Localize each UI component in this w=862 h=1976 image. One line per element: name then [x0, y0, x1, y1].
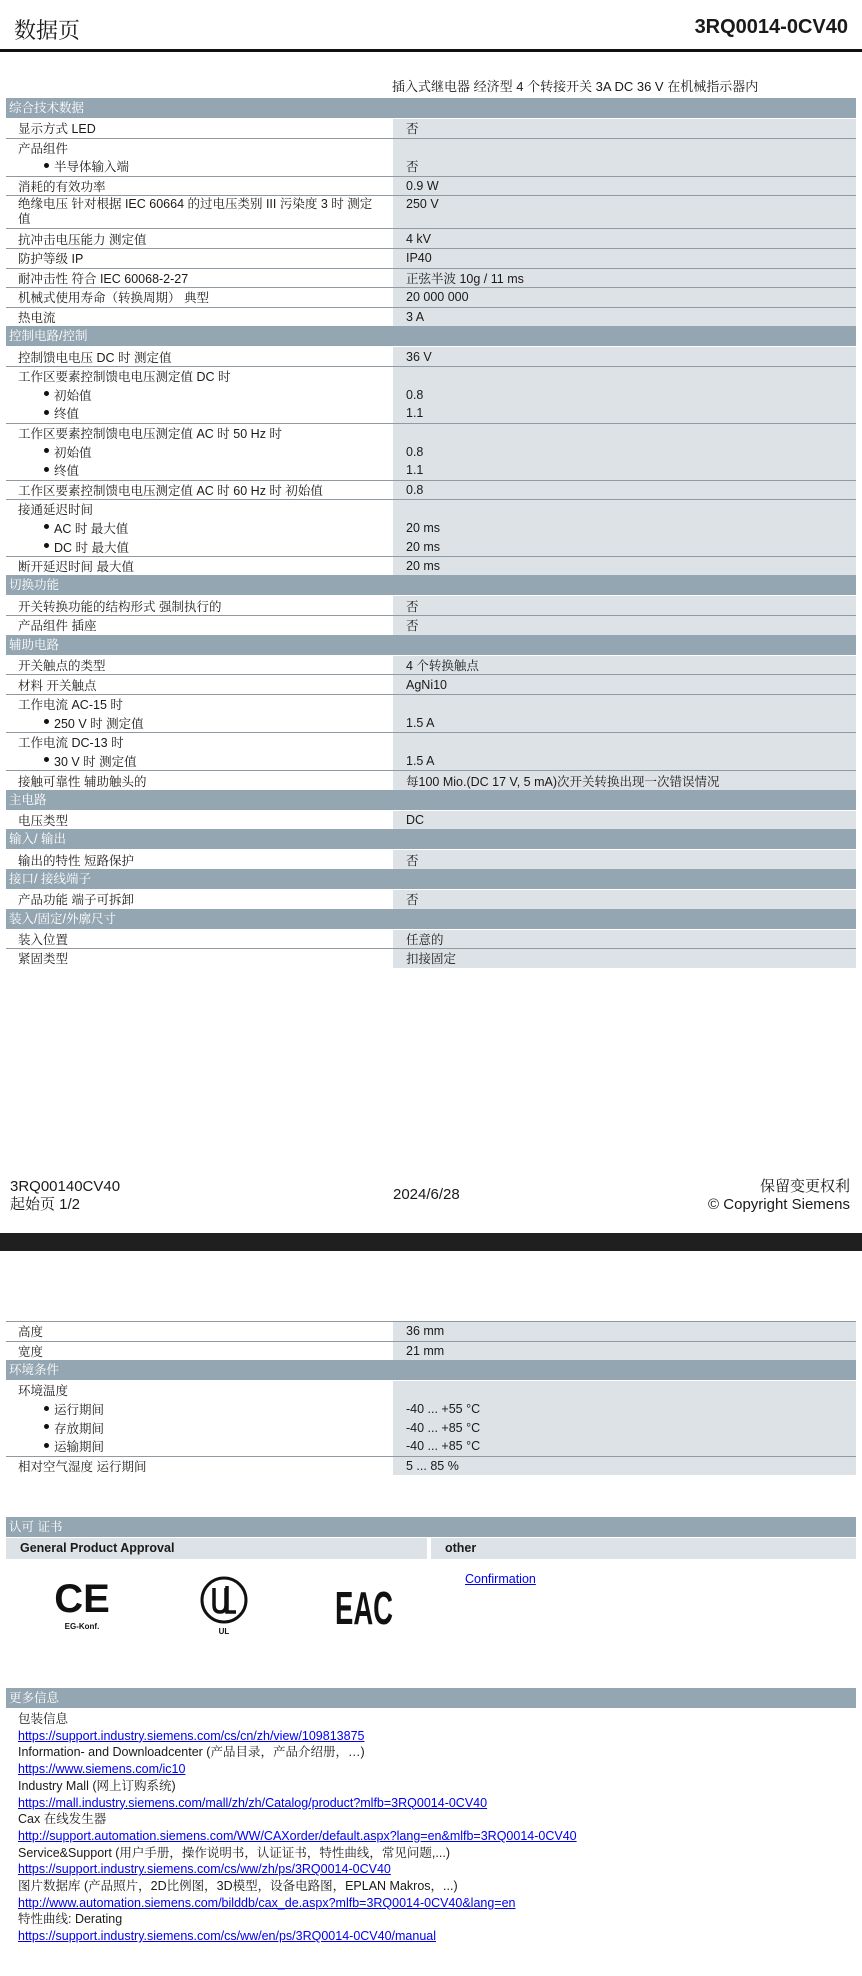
- spec-label-text: 30 V 时 测定值: [54, 754, 137, 769]
- spec-label-text: 热电流: [18, 311, 56, 326]
- spec-label-text: 运输期间: [54, 1440, 105, 1455]
- footer-copyright: © Copyright Siemens: [708, 1196, 850, 1213]
- info-link-url[interactable]: https://www.siemens.com/ic10: [18, 1762, 186, 1777]
- spec-group: [6, 656, 856, 675]
- confirmation-link[interactable]: Confirmation: [465, 1572, 536, 1586]
- spec-label: [6, 386, 393, 405]
- spec-label-text: 工作区要素控制馈电电压测定值 AC 时 60 Hz 时 初始值: [18, 483, 323, 498]
- spec-label: [6, 1381, 393, 1400]
- spec-label: [6, 1418, 393, 1437]
- spec-label: [6, 288, 393, 307]
- spec-group: [6, 195, 856, 228]
- spec-label: [6, 752, 393, 771]
- approval-col-other: other: [431, 1538, 856, 1559]
- spec-group: [6, 1381, 856, 1455]
- spec-row: [6, 229, 856, 248]
- info-link-label: Service&Support (用户手册，操作说明书，认证证书，特性曲线，常见问题,...): [18, 1845, 450, 1860]
- info-link-label: Industry Mall (网上订购系统): [18, 1778, 176, 1793]
- spec-row: [6, 177, 856, 196]
- approval-logos: [6, 1560, 856, 1682]
- info-link-label: 图片数据库 (产品照片，2D比例图，3D模型，设备电路图，EPLAN Makros，...): [18, 1879, 458, 1894]
- spec-value: AgNi10: [393, 675, 856, 694]
- spec-label-text: 高度: [18, 1325, 44, 1340]
- spec-label: [6, 269, 393, 288]
- page-footer: [0, 1158, 862, 1238]
- footer-left: [10, 1178, 120, 1214]
- spec-row: [6, 695, 856, 714]
- spec-group: [6, 248, 856, 268]
- section-header: 更多信息: [6, 1688, 856, 1708]
- section-header: 综合技术数据: [6, 98, 856, 118]
- spec-group: [6, 287, 856, 307]
- spec-group: [6, 366, 856, 423]
- eac-mark-text: EAC: [335, 1582, 393, 1634]
- ce-caption: EG-Konf.: [64, 1622, 100, 1631]
- spec-label: [6, 367, 393, 386]
- spec-label: [6, 695, 393, 714]
- spec-row: [6, 557, 856, 576]
- spec-value: 正弦半波 10g / 11 ms: [393, 269, 856, 288]
- spec-row: [6, 442, 856, 461]
- spec-label-text: 工作区要素控制馈电电压测定值 AC 时 50 Hz 时: [18, 427, 282, 442]
- spec-group: [6, 732, 856, 770]
- spec-label-text: 终值: [54, 407, 80, 422]
- spec-row: [6, 139, 856, 158]
- spec-group: [6, 850, 856, 869]
- bullet-icon: [44, 524, 49, 529]
- spec-group: [6, 423, 856, 480]
- spec-label: [6, 811, 393, 830]
- spec-label: [6, 771, 393, 790]
- spec-label: [6, 229, 393, 248]
- spec-label: [6, 930, 393, 949]
- spec-row: [6, 890, 856, 909]
- spec-row: [6, 771, 856, 790]
- spec-row: [6, 1457, 856, 1476]
- spec-label-text: 宽度: [18, 1344, 44, 1359]
- spec-label: [6, 1342, 393, 1361]
- spec-label: [6, 481, 393, 500]
- spec-row: [6, 157, 856, 176]
- section-header: 接口/ 接线端子: [6, 869, 856, 889]
- info-link-url[interactable]: http://support.automation.siemens.com/WW/CAXorder/default.aspx?lang=en&mlfb=3RQ0014-0CV40: [18, 1828, 577, 1843]
- spec-value: 20 ms: [393, 519, 856, 538]
- spec-group: [6, 1341, 856, 1361]
- spec-value: -40 ... +85 °C: [393, 1437, 856, 1456]
- spec-row: [6, 811, 856, 830]
- spec-label: [6, 675, 393, 694]
- spec-group: [6, 556, 856, 576]
- spec-group: [6, 596, 856, 615]
- spec-row: [6, 675, 856, 694]
- spec-label: [6, 119, 393, 138]
- spec-label-text: 机械式使用寿命（转换周期） 典型: [18, 291, 209, 306]
- spec-label: [6, 656, 393, 675]
- spec-label-text: 终值: [54, 464, 80, 479]
- spec-group: [6, 930, 856, 949]
- footer-order-no: 3RQ00140CV40: [10, 1178, 121, 1195]
- spec-label-text: 初始值: [54, 388, 92, 403]
- bullet-icon: [44, 163, 49, 168]
- spec-label-text: 产品组件 插座: [18, 619, 97, 634]
- section-header: 装入/固定/外廓尺寸: [6, 909, 856, 929]
- spec-label: [6, 249, 393, 268]
- spec-row: [6, 288, 856, 307]
- product-description: 插入式继电器 经济型 4 个转接开关 3A DC 36 V 在机械指示器内: [392, 79, 759, 94]
- spec-row: [6, 930, 856, 949]
- spec-group: [6, 694, 856, 732]
- spec-label: [6, 1400, 393, 1419]
- spec-label: [6, 196, 393, 228]
- footer-date: 2024/6/28: [393, 1186, 460, 1203]
- spec-row: [6, 656, 856, 675]
- spec-table-page2: [6, 1321, 856, 1475]
- spec-row: [6, 949, 856, 968]
- spec-row: [6, 616, 856, 635]
- bullet-icon: [44, 410, 49, 415]
- section-header: 辅助电路: [6, 635, 856, 655]
- certificates-section: [6, 1517, 856, 1682]
- spec-row: [6, 347, 856, 366]
- spec-value: 否: [393, 157, 856, 176]
- spec-label-text: 接通延迟时间: [18, 503, 94, 518]
- footer-page: 起始页 1/2: [10, 1196, 81, 1213]
- section-header: 环境条件: [6, 1360, 856, 1380]
- spec-label: [6, 442, 393, 461]
- spec-value: 每100 Mio.(DC 17 V, 5 mA)次开关转换出现一次错误情况: [393, 771, 856, 790]
- spec-row: [6, 752, 856, 771]
- spec-row: [6, 249, 856, 268]
- spec-label-text: 绝缘电压 针对根据 IEC 60664 的过电压类别 III 污染度 3 时 测定值: [18, 197, 373, 227]
- bullet-icon: [44, 1406, 49, 1411]
- spec-value: DC: [393, 811, 856, 830]
- spec-label: [6, 519, 393, 538]
- spec-label: [6, 616, 393, 635]
- spec-label-text: 接触可靠性 辅助触头的: [18, 774, 147, 789]
- spec-label: [6, 596, 393, 615]
- part-number: 3RQ0014-0CV40: [694, 16, 848, 38]
- spec-label: [6, 157, 393, 176]
- spec-value: 5 ... 85 %: [393, 1457, 856, 1476]
- ce-mark-icon: [50, 1576, 114, 1632]
- bullet-icon: [44, 1424, 49, 1429]
- spec-value: [393, 500, 856, 519]
- spec-label: [6, 1457, 393, 1476]
- spec-row: [6, 1437, 856, 1456]
- spec-value: 20 ms: [393, 557, 856, 576]
- spec-group: [6, 119, 856, 138]
- spec-row: [6, 404, 856, 423]
- bullet-icon: [44, 719, 49, 724]
- spec-label-text: 开关转换功能的结构形式 强制执行的: [18, 599, 222, 614]
- spec-group: [6, 228, 856, 248]
- page-title: 数据页: [14, 18, 81, 43]
- spec-row: [6, 733, 856, 752]
- spec-row: [6, 500, 856, 519]
- spec-value: [393, 367, 856, 386]
- info-link-label: Cax 在线发生器: [18, 1812, 107, 1827]
- bullet-icon: [44, 467, 49, 472]
- spec-value: [393, 139, 856, 158]
- spec-label: [6, 1437, 393, 1456]
- spec-row: [6, 461, 856, 480]
- spec-label: [6, 461, 393, 480]
- spec-value: 任意的: [393, 930, 856, 949]
- spec-value: -40 ... +85 °C: [393, 1418, 856, 1437]
- spec-row: [6, 713, 856, 732]
- spec-value: 0.8: [393, 481, 856, 500]
- spec-value: IP40: [393, 249, 856, 268]
- spec-label-text: 装入位置: [18, 932, 69, 947]
- spec-value: [393, 424, 856, 443]
- spec-group: [6, 948, 856, 968]
- spec-label-text: 紧固类型: [18, 952, 69, 967]
- spec-value: 250 V: [393, 196, 856, 228]
- spec-value: 36 mm: [393, 1322, 856, 1341]
- spec-value: 36 V: [393, 347, 856, 366]
- spec-label: [6, 424, 393, 443]
- spec-label: [6, 500, 393, 519]
- approval-header: [6, 1538, 856, 1559]
- more-info-section: [6, 1688, 856, 1945]
- spec-value: 1.5 A: [393, 713, 856, 732]
- spec-label: [6, 139, 393, 158]
- spec-label-text: 存放期间: [54, 1421, 105, 1436]
- info-links: [6, 1709, 856, 1945]
- footer-right: [708, 1178, 850, 1214]
- spec-value: -40 ... +55 °C: [393, 1400, 856, 1419]
- spec-value: 0.9 W: [393, 177, 856, 196]
- spec-label-text: 相对空气湿度 运行期间: [18, 1459, 147, 1474]
- section-header: 认可 证书: [6, 1517, 856, 1537]
- spec-label: [6, 537, 393, 556]
- spec-value: 20 000 000: [393, 288, 856, 307]
- page-header: [0, 0, 862, 52]
- spec-value: 4 个转换触点: [393, 656, 856, 675]
- spec-label-text: DC 时 最大值: [54, 540, 130, 555]
- bullet-icon: [44, 1443, 49, 1448]
- spec-row: [6, 596, 856, 615]
- spec-row: [6, 850, 856, 869]
- spec-label: [6, 404, 393, 423]
- spec-group: [6, 615, 856, 635]
- spec-label: [6, 1322, 393, 1341]
- spec-value: 否: [393, 596, 856, 615]
- spec-row: [6, 386, 856, 405]
- spec-value: 4 kV: [393, 229, 856, 248]
- spec-row: [6, 367, 856, 386]
- spec-label: [6, 850, 393, 869]
- spec-row: [6, 119, 856, 138]
- spec-label-text: 显示方式 LED: [18, 122, 96, 137]
- bullet-icon: [44, 391, 49, 396]
- spec-label-text: 初始值: [54, 445, 92, 460]
- spec-group: [6, 811, 856, 830]
- spec-value: [393, 733, 856, 752]
- spec-row: [6, 537, 856, 556]
- spec-group: [6, 176, 856, 196]
- bullet-icon: [44, 448, 49, 453]
- info-link-url[interactable]: https://support.industry.siemens.com/cs/cn/zh/view/109813875: [18, 1728, 365, 1743]
- spec-row: [6, 1342, 856, 1361]
- bullet-icon: [44, 757, 49, 762]
- spec-row: [6, 481, 856, 500]
- spec-label-text: 断开延迟时间 最大值: [18, 560, 134, 575]
- spec-row: [6, 1400, 856, 1419]
- spec-value: [393, 695, 856, 714]
- spec-value: 3 A: [393, 308, 856, 327]
- spec-label-text: 防护等级 IP: [18, 252, 84, 267]
- ul-mark-icon: [196, 1572, 252, 1636]
- spec-label-text: 材料 开关触点: [18, 678, 97, 693]
- info-link-url[interactable]: https://support.industry.siemens.com/cs/ww/en/ps/3RQ0014-0CV40/manual: [18, 1929, 437, 1944]
- ul-caption: UL: [218, 1627, 230, 1636]
- spec-value: 0.8: [393, 442, 856, 461]
- spec-row: [6, 519, 856, 538]
- spec-value: 否: [393, 616, 856, 635]
- spec-value: 1.1: [393, 404, 856, 423]
- spec-label-text: 开关触点的类型: [18, 658, 106, 673]
- spec-value: 扣接固定: [393, 949, 856, 968]
- spec-label-text: 电压类型: [18, 814, 69, 829]
- section-header: 切换功能: [6, 575, 856, 595]
- spec-value: 否: [393, 850, 856, 869]
- spec-label-text: 抗冲击电压能力 测定值: [18, 232, 147, 247]
- spec-value: 1.5 A: [393, 752, 856, 771]
- spec-label-text: AC 时 最大值: [54, 521, 129, 536]
- spec-row: [6, 1322, 856, 1341]
- spec-group: [6, 1321, 856, 1341]
- spec-row: [6, 424, 856, 443]
- spec-label: [6, 308, 393, 327]
- spec-label-text: 产品组件: [18, 141, 69, 156]
- approval-col-general: General Product Approval: [6, 1538, 427, 1559]
- spec-label-text: 工作电流 AC-15 时: [18, 698, 123, 713]
- spec-label-text: 半导体输入端: [54, 160, 130, 175]
- spec-group: [6, 674, 856, 694]
- info-link-url[interactable]: https://support.industry.siemens.com/cs/ww/zh/ps/3RQ0014-0CV40: [18, 1862, 391, 1877]
- spec-table-page1: [6, 98, 856, 968]
- spec-group: [6, 1456, 856, 1476]
- spec-label-text: 产品功能 端子可拆卸: [18, 893, 134, 908]
- spec-label-text: 输出的特性 短路保护: [18, 853, 134, 868]
- ce-mark-text: CE: [54, 1577, 110, 1621]
- bullet-icon: [44, 543, 49, 548]
- footer-rights: 保留变更权利: [759, 1178, 850, 1195]
- spec-label-text: 运行期间: [54, 1403, 105, 1418]
- spec-group: [6, 138, 856, 176]
- spec-value: 0.8: [393, 386, 856, 405]
- spec-group: [6, 480, 856, 500]
- spec-row: [6, 196, 856, 228]
- section-header: 输入/ 输出: [6, 829, 856, 849]
- spec-label-text: 消耗的有效功率: [18, 180, 106, 195]
- info-link-url[interactable]: https://mall.industry.siemens.com/mall/zh/zh/Catalog/product?mlfb=3RQ0014-0CV40: [18, 1795, 488, 1810]
- spec-group: [6, 499, 856, 556]
- spec-label: [6, 177, 393, 196]
- eac-mark-icon: [332, 1576, 396, 1632]
- spec-label-text: 工作区要素控制馈电电压测定值 DC 时: [18, 370, 231, 385]
- spec-label: [6, 890, 393, 909]
- spec-value: 20 ms: [393, 537, 856, 556]
- spec-value: 21 mm: [393, 1342, 856, 1361]
- spec-value: 1.1: [393, 461, 856, 480]
- page-break: [0, 1233, 862, 1251]
- spec-row: [6, 1381, 856, 1400]
- spec-label-text: 环境温度: [18, 1384, 69, 1399]
- info-link-label: Information- and Downloadcenter (产品目录，产品介绍册，…): [18, 1745, 365, 1760]
- info-link-label: 特性曲线: Derating: [18, 1912, 123, 1927]
- spec-group: [6, 268, 856, 288]
- spec-label-text: 工作电流 DC-13 时: [18, 736, 124, 751]
- spec-group: [6, 307, 856, 327]
- info-link-url[interactable]: http://www.automation.siemens.com/bilddb/cax_de.aspx?mlfb=3RQ0014-0CV40&lang=en: [18, 1895, 516, 1910]
- spec-label: [6, 713, 393, 732]
- spec-value: 否: [393, 119, 856, 138]
- spec-label: [6, 557, 393, 576]
- spec-group: [6, 347, 856, 366]
- section-header: 主电路: [6, 790, 856, 810]
- spec-group: [6, 890, 856, 909]
- spec-label: [6, 733, 393, 752]
- spec-value: 否: [393, 890, 856, 909]
- spec-row: [6, 308, 856, 327]
- spec-label-text: 控制馈电电压 DC 时 测定值: [18, 350, 172, 365]
- info-link-label: 包装信息: [18, 1712, 69, 1726]
- spec-row: [6, 269, 856, 288]
- spec-label: [6, 347, 393, 366]
- spec-label-text: 250 V 时 测定值: [54, 716, 144, 731]
- spec-row: [6, 1418, 856, 1437]
- spec-label: [6, 949, 393, 968]
- spec-label-text: 耐冲击性 符合 IEC 60068-2-27: [18, 271, 189, 286]
- section-header: 控制电路/控制: [6, 326, 856, 346]
- spec-value: [393, 1381, 856, 1400]
- spec-group: [6, 770, 856, 790]
